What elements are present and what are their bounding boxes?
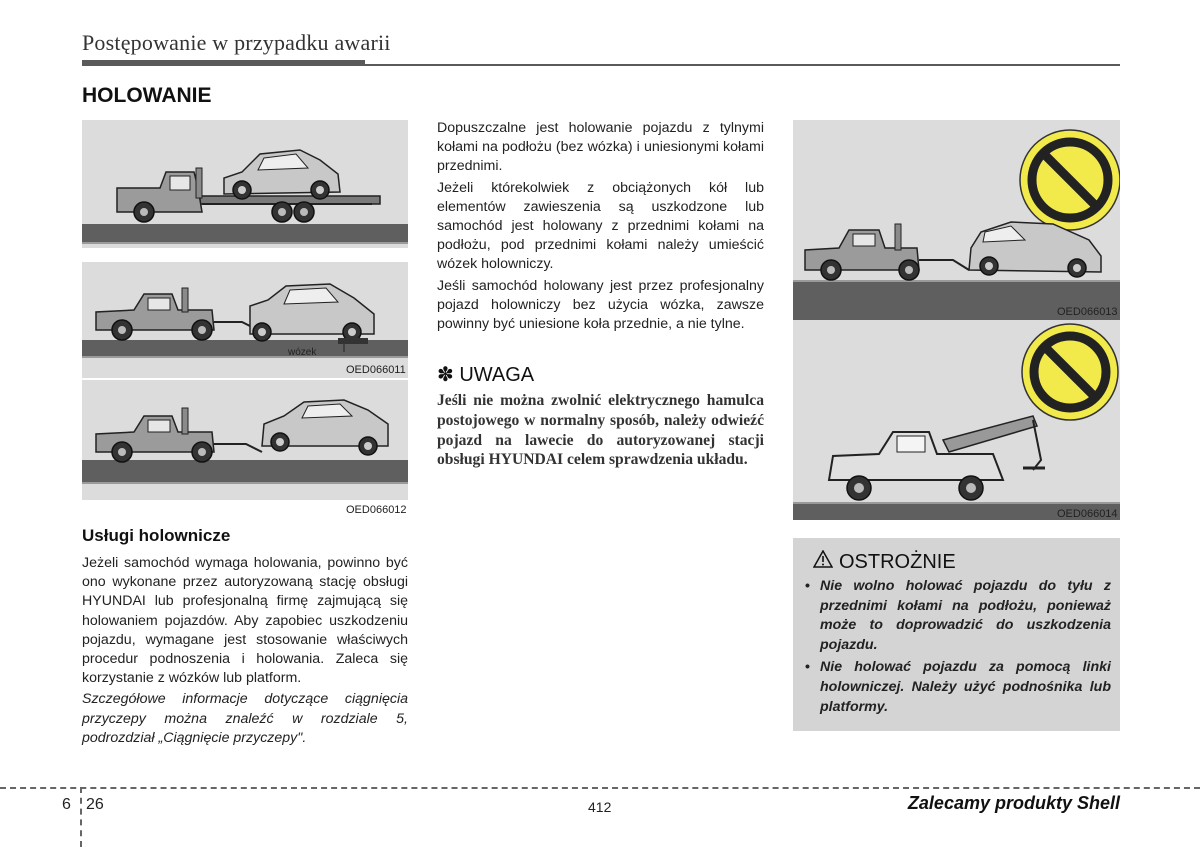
instruction-paragraph-1: Dopuszczalne jest holowanie pojazdu z tylnymi kołami na podłożu (bez wózka) i uniesionymi kołami przednimi. <box>437 120 764 175</box>
figure-code-right-bottom: OED066014 <box>1057 508 1118 520</box>
towing-instructions <box>437 119 764 336</box>
footer-divider <box>80 787 82 847</box>
footer-ad: Zalecamy produkty Shell <box>907 793 1120 813</box>
note-body: Jeśli nie można zwolnić elektrycznego hamulca postojowego w normalny sposób, należy odwieźć pojazd na lawecie do autoryzowanej stacji obsługi HYUNDAI celem sprawdzenia układu. <box>437 392 764 469</box>
footer-page: 26 <box>86 796 104 813</box>
prohibited-tow-figure <box>793 120 1120 320</box>
section-header: Postępowanie w przypadku awarii <box>82 30 391 55</box>
instruction-paragraph-3: Jeśli samochód holowany jest przez profesjonalny pojazd holowniczy bez użycia wózka, zawsze powinny być uniesione koła przednie, a nie tylne. <box>437 277 764 333</box>
footer-rule <box>0 787 1200 789</box>
wheel-lift-tow-figure <box>82 380 408 500</box>
caution-item: • Nie wolno holować pojazdu do tyłu z przednimi kołami na podłożu, ponieważ może to doprowadzić do uszkodzenia pojazdu. <box>803 577 1111 655</box>
footer-chapter: 6 <box>62 796 71 813</box>
figure-code-left-bottom: OED066012 <box>346 504 407 516</box>
instruction-paragraph-2: Jeżeli którekolwiek z obciążonych kół lub elementów zawieszenia są uszkodzone lub samochód jest holowany z przednimi kołami na podłożu, pod przednimi kołami należy umieścić wózek holowniczy. <box>437 179 764 273</box>
figure-code-left-middle: OED066011 <box>346 364 406 376</box>
footer-page-number: 412 <box>588 799 612 815</box>
header-rule-thin <box>365 64 1120 66</box>
caution-list <box>803 577 1111 720</box>
dolly-label: wózek <box>288 347 317 358</box>
towing-services-paragraph: Jeżeli samochód wymaga holowania, powinno być ono wykonane przez autoryzowaną stację obsługi HYUNDAI lub profesjonalną firmę zajmującą się holowaniem pojazdów. Aby zapobiec uszkodzeniu pojazdu, wymagane jest stosowanie właściwych procedur podnoszenia i holowania. Zaleca się korzystanie z wózków lub platform. <box>82 555 408 687</box>
figure-code-right-top: OED066013 <box>1057 306 1118 318</box>
note-symbol-icon: ✽ <box>437 364 454 386</box>
header-rule <box>82 60 365 66</box>
flatbed-tow-figure <box>82 120 408 378</box>
caution-title: OSTROŻNIE <box>839 550 956 573</box>
caution-item: • Nie holować pojazdu za pomocą linki holowniczej. Należy użyć podnośnika lub platformy. <box>803 658 1111 717</box>
trailer-reference-paragraph: Szczegółowe informacje dotyczące ciągnięcia przyczepy można znaleźć w rozdziale 5, podrozdział „Ciągnięcie przyczepy". <box>82 691 408 746</box>
warning-triangle-icon <box>813 550 833 574</box>
page-title: HOLOWANIE <box>82 84 212 107</box>
caution-heading <box>813 550 956 574</box>
towing-services-heading: Usługi holownicze <box>82 526 231 545</box>
note-heading <box>437 362 534 387</box>
prohibited-sling-tow-figure <box>793 320 1120 520</box>
note-title: UWAGA <box>459 364 535 386</box>
towing-services-text <box>82 554 408 750</box>
